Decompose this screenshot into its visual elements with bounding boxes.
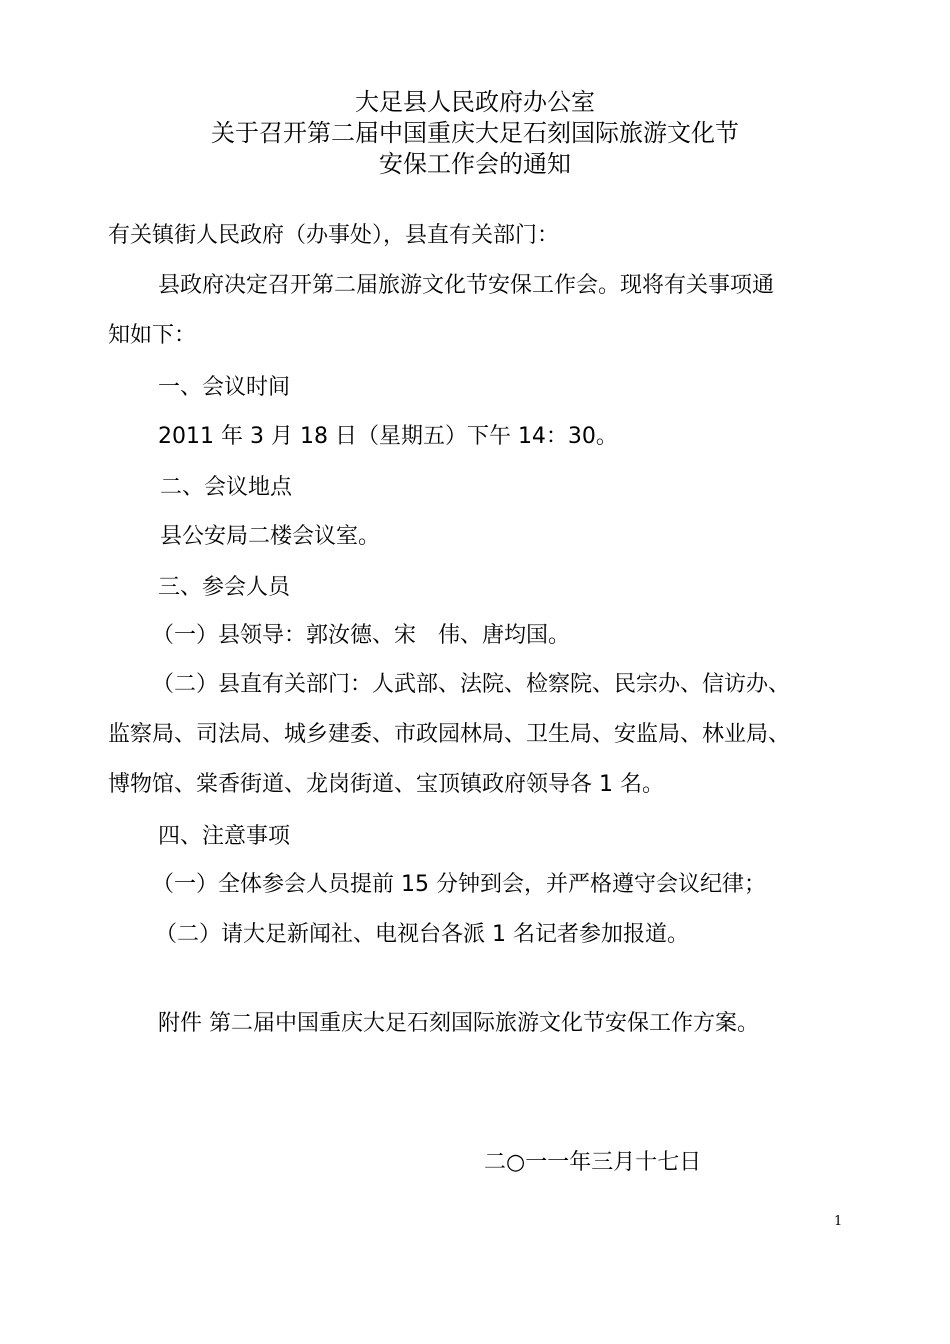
intro-paragraph-line-2: 知如下： <box>108 323 197 348</box>
attendees-departments-line-1: （二）县直有关部门：人武部、法院、检察院、民宗办、信访办、 <box>152 672 791 697</box>
section-heading-time: 一、会议时间 <box>158 375 291 400</box>
section-heading-notes: 四、注意事项 <box>158 824 291 849</box>
section-heading-location: 二、会议地点 <box>160 475 293 500</box>
meeting-time: 2011 年 3 月 18 日（星期五）下午 14：30。 <box>158 424 618 449</box>
title-line-1: 大足县人民政府办公室 <box>355 88 595 116</box>
title-line-2: 关于召开第二届中国重庆大足石刻国际旅游文化节 <box>211 119 739 147</box>
section-heading-attendees: 三、参会人员 <box>158 575 291 600</box>
attendees-departments-line-2: 监察局、司法局、城乡建委、市政园林局、卫生局、安监局、林业局、 <box>108 722 791 747</box>
title-line-3: 安保工作会的通知 <box>379 150 571 178</box>
attendees-departments-line-3: 博物馆、棠香街道、龙岗街道、宝顶镇政府领导各 1 名。 <box>108 772 664 797</box>
document-date: 二○一一年三月十七日 <box>484 1150 702 1175</box>
note-item-2: （二）请大足新闻社、电视台各派 1 名记者参加报道。 <box>155 922 689 947</box>
note-item-1: （一）全体参会人员提前 15 分钟到会，并严格遵守会议纪律； <box>152 872 766 897</box>
salutation: 有关镇街人民政府（办事处），县直有关部门： <box>108 223 560 248</box>
page-number: 1 <box>834 1214 843 1229</box>
attachment-line: 附件 第二届中国重庆大足石刻国际旅游文化节安保工作方案。 <box>158 1011 759 1036</box>
attendees-county-leaders: （一）县领导：郭汝德、宋 伟、唐均国。 <box>152 623 571 648</box>
meeting-location: 县公安局二楼会议室。 <box>160 524 381 549</box>
intro-paragraph-line-1: 县政府决定召开第二届旅游文化节安保工作会。现将有关事项通 <box>158 273 775 298</box>
